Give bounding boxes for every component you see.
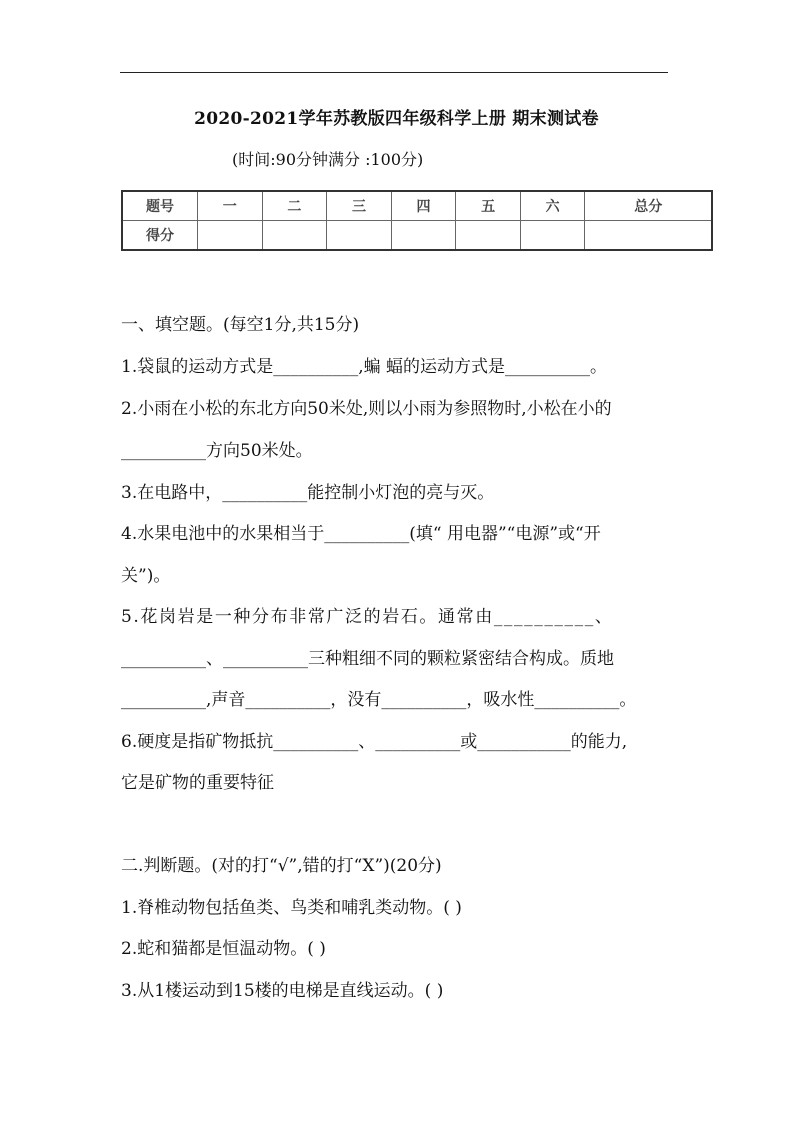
score-table-header-cell: 一 [198, 191, 263, 221]
score-cell [327, 221, 392, 251]
score-table-header-cell: 总分 [585, 191, 712, 221]
score-table-header-cell: 二 [262, 191, 327, 221]
page-title: 2020-2021学年苏教版四年级科学上册 期末测试卷 [194, 109, 599, 129]
question-line: 4.水果电池中的水果相当于__________(填“ 用电器”“电源”或“开 [121, 524, 601, 544]
header-rule [120, 72, 668, 73]
exam-time-info: (时间:90分钟满分 :100分) [232, 150, 424, 169]
question-line: 2.蛇和猫都是恒温动物。( ) [121, 939, 326, 959]
score-table-row-label: 得分 [122, 221, 198, 251]
question-line: 它是矿物的重要特征 [121, 773, 274, 793]
score-cell [520, 221, 585, 251]
question-line: 3.从1楼运动到15楼的电梯是直线运动。( ) [121, 981, 444, 1001]
question-line: 6.硬度是指矿物抵抗__________、__________或___________的能力, [121, 732, 628, 752]
question-line: __________、__________三种粗细不同的颗粒紧密结合构成。质地 [121, 649, 614, 669]
score-cell [391, 221, 456, 251]
question-line: 1.袋鼠的运动方式是__________,蝙 蝠的运动方式是__________。 [121, 357, 608, 377]
score-table-header-row [122, 191, 712, 221]
question-line: 3.在电路中，__________能控制小灯泡的亮与灭。 [121, 483, 495, 503]
score-cell [585, 221, 712, 251]
score-table-score-row [122, 221, 712, 251]
score-cell [456, 221, 521, 251]
score-table-header-cell: 四 [391, 191, 456, 221]
score-cell [198, 221, 263, 251]
question-line: 关”)。 [121, 566, 171, 586]
question-line: 2.小雨在小松的东北方向50米处,则以小雨为参照物时,小松在小的 [121, 399, 612, 419]
question-line: 1.脊椎动物包括鱼类、鸟类和哺乳类动物。( ) [121, 898, 462, 918]
score-table-header-cell: 五 [456, 191, 521, 221]
score-table-header-cell: 三 [327, 191, 392, 221]
question-line: __________方向50米处。 [121, 441, 313, 461]
score-table-header-cell: 题号 [122, 191, 198, 221]
question-line: __________,声音__________，没有__________，吸水性__________。 [121, 690, 637, 710]
question-line: 5.花岗岩是一种分布非常广泛的岩石。通常由__________、 [121, 607, 614, 627]
section-heading-fill-blank: 一、填空题。(每空1分,共15分) [121, 315, 360, 335]
score-table-header-cell: 六 [520, 191, 585, 221]
score-table [121, 190, 713, 251]
score-cell [262, 221, 327, 251]
section-heading-true-false: 二.判断题。(对的打“√”,错的打“X”)(20分) [121, 856, 442, 876]
